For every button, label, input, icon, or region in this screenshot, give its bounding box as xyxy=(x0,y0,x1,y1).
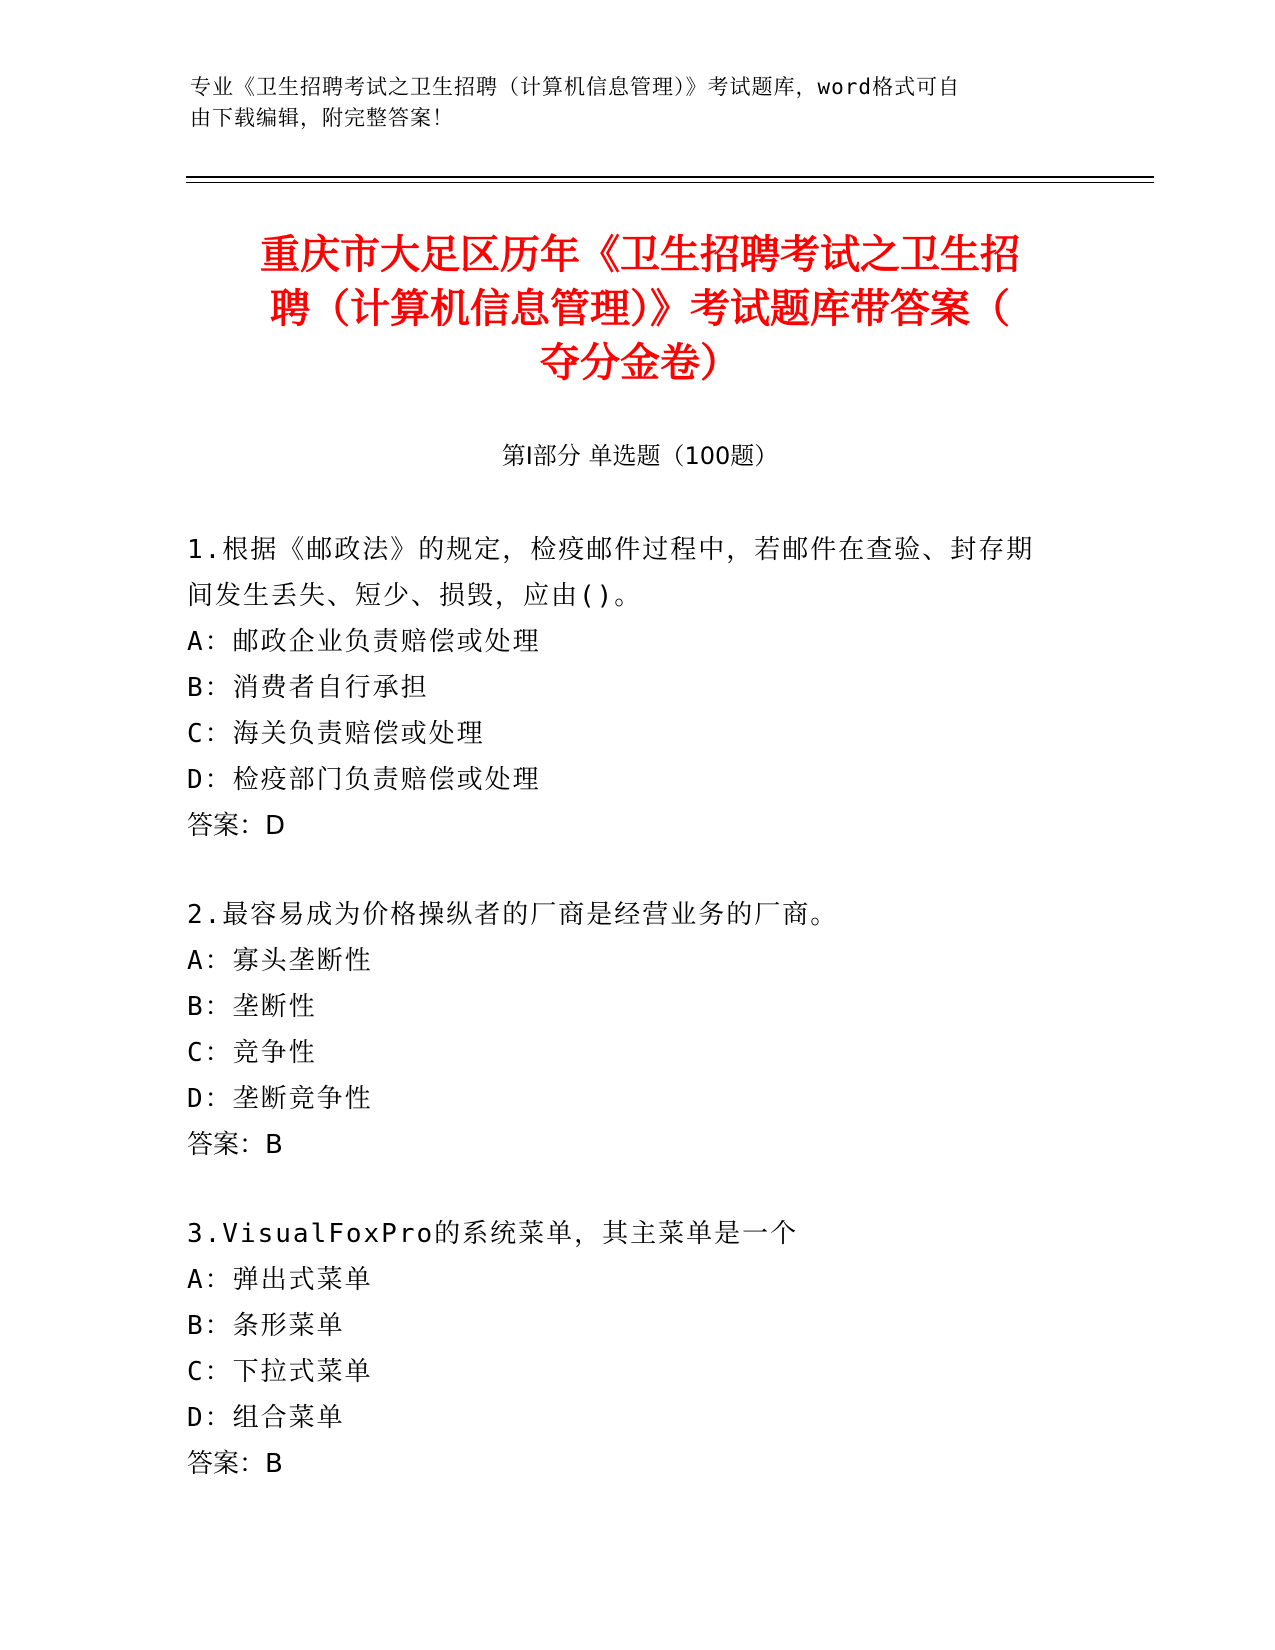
question-stem: 间发生丢失、短少、损毁，应由()。 xyxy=(187,581,643,611)
option-a: A：邮政企业负责赔偿或处理 xyxy=(187,627,541,657)
document-title-line: 夺分金卷） xyxy=(540,340,740,386)
answer-label: 答案：D xyxy=(187,811,286,841)
option-d: D：垄断竞争性 xyxy=(187,1084,373,1114)
question-item xyxy=(187,892,1087,1168)
option-d: D：检疫部门负责赔偿或处理 xyxy=(187,765,541,795)
option-d: D：组合菜单 xyxy=(187,1403,345,1433)
option-c: C：下拉式菜单 xyxy=(187,1357,373,1387)
question-item xyxy=(187,1211,1087,1487)
option-b: B：消费者自行承担 xyxy=(187,673,429,703)
document-title-line: 聘（计算机信息管理）》考试题库带答案（ xyxy=(270,286,1010,332)
option-a: A：弹出式菜单 xyxy=(187,1265,373,1295)
question-stem: 3.VisualFoxPro的系统菜单，其主菜单是一个 xyxy=(187,1219,799,1249)
option-b: B：条形菜单 xyxy=(187,1311,345,1341)
header-note-line: 专业《卫生招聘考试之卫生招聘（计算机信息管理）》考试题库，word格式可自 xyxy=(190,75,961,99)
answer-label: 答案：B xyxy=(187,1449,283,1479)
option-b: B：垄断性 xyxy=(187,992,317,1022)
header-divider-thin xyxy=(186,182,1154,183)
header-divider-thick xyxy=(186,176,1154,178)
question-item xyxy=(187,527,1087,849)
header-note xyxy=(190,72,1070,134)
document-title-line: 重庆市大足区历年《卫生招聘考试之卫生招 xyxy=(260,232,1020,278)
question-list xyxy=(187,527,1087,1530)
question-stem: 2.最容易成为价格操纵者的厂商是经营业务的厂商。 xyxy=(187,900,839,930)
option-c: C：海关负责赔偿或处理 xyxy=(187,719,485,749)
answer-label: 答案：B xyxy=(187,1130,283,1160)
document-title xyxy=(190,228,1090,390)
header-note-line: 由下载编辑，附完整答案！ xyxy=(190,106,454,130)
option-c: C：竞争性 xyxy=(187,1038,317,1068)
section-title: 第Ⅰ部分 单选题（100题） xyxy=(501,442,779,470)
option-a: A：寡头垄断性 xyxy=(187,946,373,976)
question-stem: 1.根据《邮政法》的规定，检疫邮件过程中，若邮件在查验、封存期 xyxy=(187,535,1035,565)
